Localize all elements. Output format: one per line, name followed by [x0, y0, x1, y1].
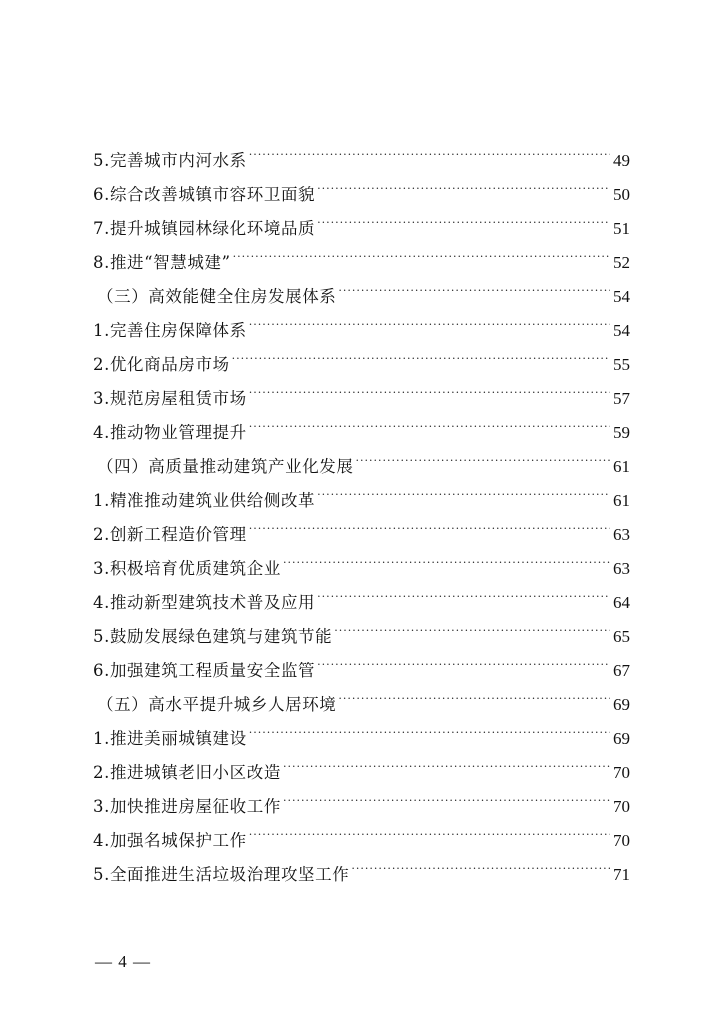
toc-entry-title: 7.提升城镇园林绿化环境品质	[93, 219, 316, 238]
toc-entry-title: 3.加快推进房屋征收工作	[93, 797, 281, 816]
toc-entry-title: 8.推进“智慧城建”	[93, 253, 231, 272]
toc-entry-page: 70	[613, 831, 630, 850]
toc-entry-title: （五）高水平提升城乡人居环境	[97, 695, 337, 714]
dot-leader	[356, 438, 611, 472]
dot-leader	[249, 404, 610, 438]
toc-entry-page: 55	[613, 355, 630, 374]
toc-entry-title: 3.规范房屋租赁市场	[93, 389, 247, 408]
dot-leader	[351, 846, 610, 880]
toc-entry-title: 2.创新工程造价管理	[93, 525, 247, 544]
toc-entry-page: 71	[613, 865, 630, 884]
toc-entry-title: 5.完善城市内河水系	[93, 151, 247, 170]
toc-entry-page: 61	[613, 457, 630, 476]
dot-leader	[317, 166, 610, 200]
toc-entry-title: （三）高效能健全住房发展体系	[97, 287, 337, 306]
toc-entry-title: 4.推动物业管理提升	[93, 423, 247, 442]
toc-entry-page: 49	[613, 151, 630, 170]
dot-leader	[317, 642, 610, 676]
toc-entry-page: 50	[613, 185, 630, 204]
toc-entry-page: 63	[613, 525, 630, 544]
toc-entry-title: 2.推进城镇老旧小区改造	[93, 763, 281, 782]
toc-entry-page: 64	[613, 593, 630, 612]
toc-entry-page: 63	[613, 559, 630, 578]
toc-entry-title: 5.全面推进生活垃圾治理攻坚工作	[93, 865, 350, 884]
dot-leader	[249, 710, 610, 744]
toc-entry-page: 54	[613, 287, 630, 306]
toc-entry-title: 6.综合改善城镇市容环卫面貌	[93, 185, 316, 204]
toc-entry-page: 61	[613, 491, 630, 510]
page-number: — 4 —	[95, 952, 151, 971]
toc-entry-page: 57	[613, 389, 630, 408]
dot-leader	[249, 370, 610, 404]
toc-entry-page: 69	[613, 695, 630, 714]
toc-entry-title: 1.精准推动建筑业供给侧改革	[93, 491, 316, 510]
toc-entry-title: 1.推进美丽城镇建设	[93, 729, 247, 748]
dot-leader	[233, 234, 610, 268]
toc-entry-page: 54	[613, 321, 630, 340]
toc-entry-page: 65	[613, 627, 630, 646]
toc-entry-title: 3.积极培育优质建筑企业	[93, 559, 281, 578]
dot-leader	[283, 778, 610, 812]
toc-entry-title: 1.完善住房保障体系	[93, 321, 247, 340]
toc-entry-title: 2.优化商品房市场	[93, 355, 230, 374]
toc-entry-page: 69	[613, 729, 630, 748]
toc-entry-page: 51	[613, 219, 630, 238]
dot-leader	[338, 268, 610, 302]
toc-entry-page: 70	[613, 797, 630, 816]
dot-leader	[317, 472, 610, 506]
toc-entry-title: 4.加强名城保护工作	[93, 831, 247, 850]
toc-entry-title: 5.鼓励发展绿色建筑与建筑节能	[93, 627, 333, 646]
dot-leader	[317, 574, 610, 608]
dot-leader	[283, 540, 610, 574]
toc-entry-title: 4.推动新型建筑技术普及应用	[93, 593, 316, 612]
dot-leader	[338, 676, 610, 710]
dot-leader	[317, 200, 610, 234]
toc-entry-page: 59	[613, 423, 630, 442]
dot-leader	[334, 608, 610, 642]
toc-entry-page: 70	[613, 763, 630, 782]
table-of-contents	[93, 132, 630, 884]
dot-leader	[249, 506, 610, 540]
toc-entry-title: （四）高质量推动建筑产业化发展	[97, 457, 354, 476]
toc-entry-title: 6.加强建筑工程质量安全监管	[93, 661, 316, 680]
dot-leader	[249, 302, 610, 336]
dot-leader	[249, 812, 610, 846]
toc-entry-page: 67	[613, 661, 630, 680]
toc-entry-page: 52	[613, 253, 630, 272]
dot-leader	[232, 336, 610, 370]
dot-leader	[249, 132, 610, 166]
toc-entry[interactable]	[93, 132, 630, 170]
dot-leader	[283, 744, 610, 778]
